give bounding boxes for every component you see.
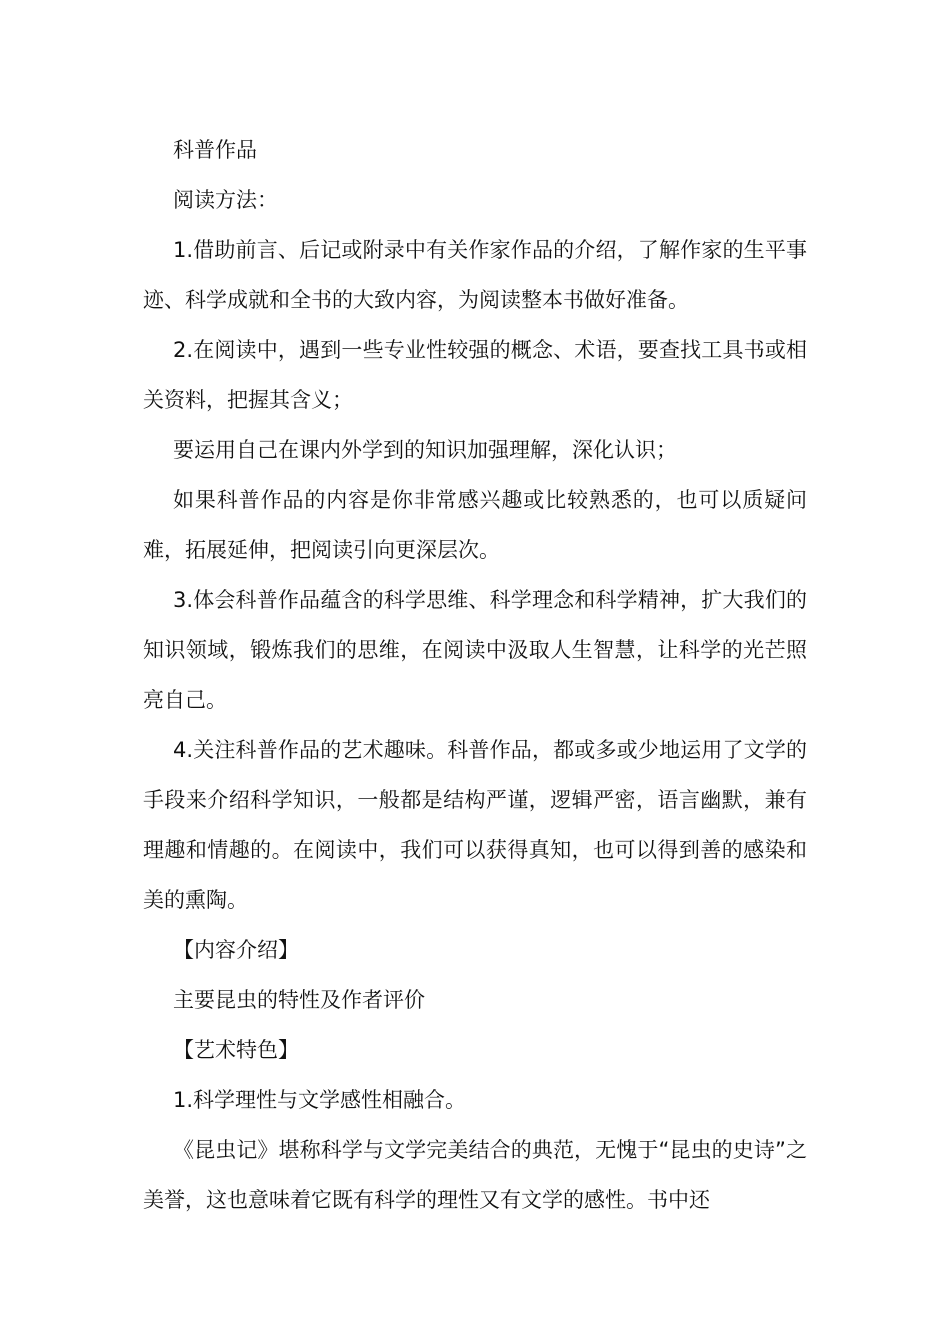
art-feature-1-text: 《昆虫记》堪称科学与文学完美结合的典范，无愧于“昆虫的史诗”之美誉，这也意味着它既有科学的理性又有文学的感性。书中还 — [143, 1138, 807, 1212]
content-intro-text: 主要昆虫的特性及作者评价 — [173, 988, 425, 1012]
paragraph-method-1: 1.借助前言、后记或附录中有关作家作品的介绍，了解作家的生平事迹、科学成就和全书的大致内容，为阅读整本书做好准备。 — [143, 238, 807, 312]
art-feature-1-title: 1.科学理性与文学感性相融合。 — [173, 1088, 467, 1112]
content-intro-heading: 【内容介绍】 — [173, 938, 299, 962]
document-page — [143, 125, 807, 1225]
paragraph-method-3: 3.体会科普作品蕴含的科学思维、科学理念和科学精神，扩大我们的知识领域，锻炼我们的思维，在阅读中汲取人生智慧，让科学的光芒照亮自己。 — [143, 588, 807, 712]
paragraph-method-2-detail-a: 要运用自己在课内外学到的知识加强理解，深化认识； — [173, 438, 677, 462]
reading-method-heading: 阅读方法： — [173, 188, 278, 212]
section-title: 科普作品 — [173, 138, 257, 162]
paragraph-method-2-detail-b: 如果科普作品的内容是你非常感兴趣或比较熟悉的，也可以质疑问难，拓展延伸，把阅读引向更深层次。 — [143, 488, 807, 562]
art-features-heading: 【艺术特色】 — [173, 1038, 299, 1062]
paragraph-method-4: 4.关注科普作品的艺术趣味。科普作品，都或多或少地运用了文学的手段来介绍科学知识，一般都是结构严谨，逻辑严密，语言幽默，兼有理趣和情趣的。在阅读中，我们可以获得真知，也可以得到善的感染和美的熏陶。 — [143, 738, 807, 912]
paragraph-method-2: 2.在阅读中，遇到一些专业性较强的概念、术语，要查找工具书或相关资料，把握其含义； — [143, 338, 807, 412]
